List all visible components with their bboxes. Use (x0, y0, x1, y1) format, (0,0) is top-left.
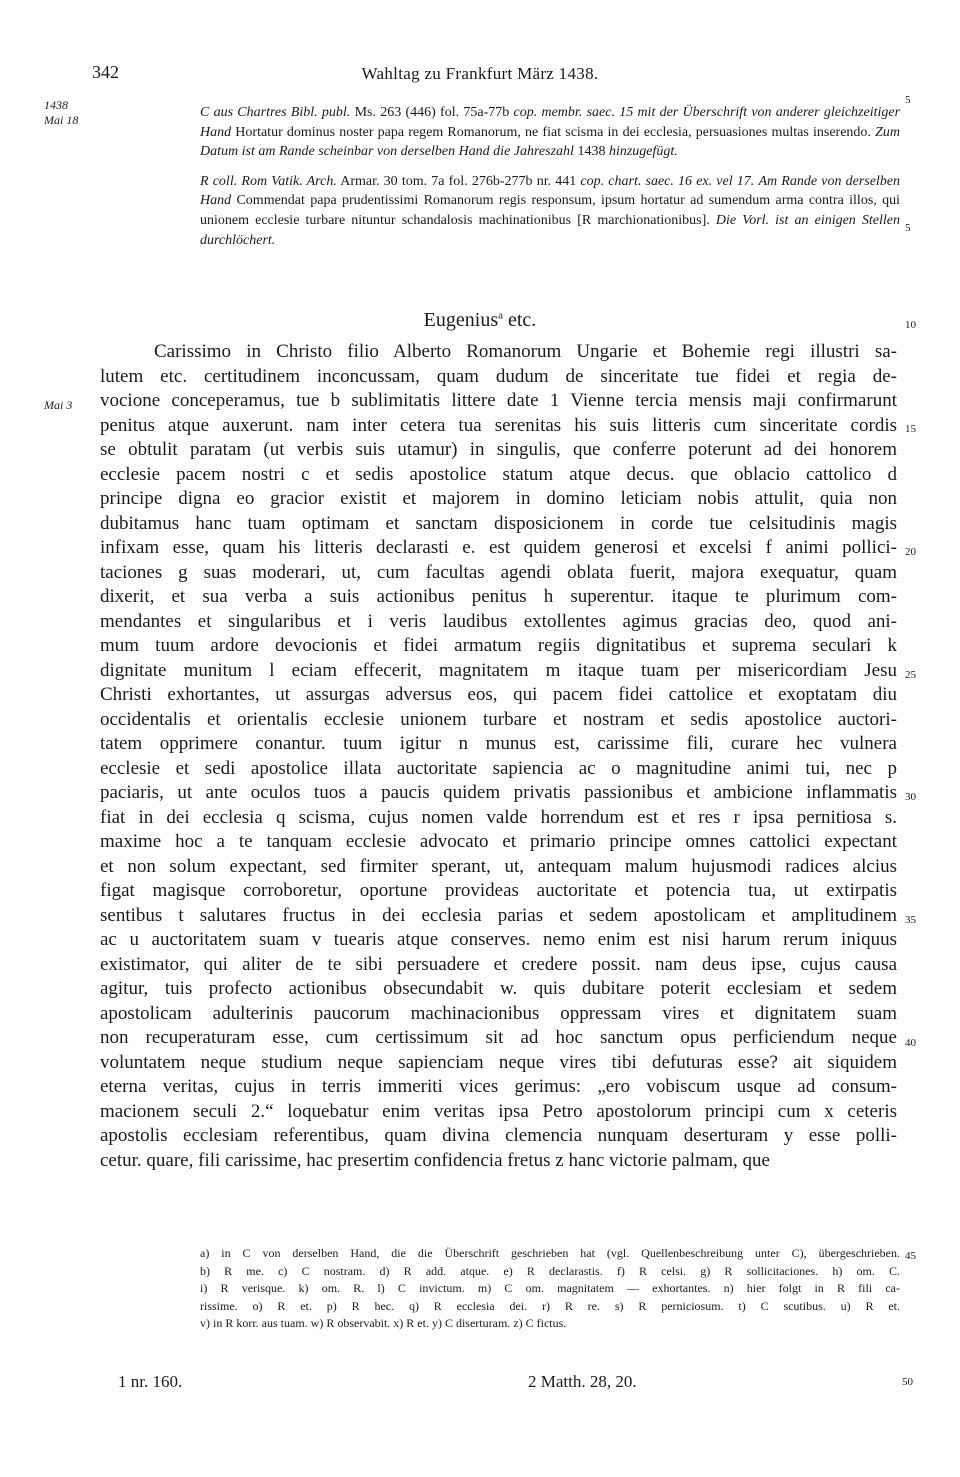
line-number: 40 (905, 1037, 916, 1049)
letter-line: lutem etc. certitudinem inconcussam, quam dudum de sinceritate tue fidei et regia de- (100, 365, 897, 387)
source-r-desc: cop. chart. saec. 16 ex. vel 17. (580, 173, 755, 189)
source-c-desc: cop. membr. saec. 15 mit der Überschrift von anderer gleichzeitiger Hand (200, 105, 901, 140)
line-number: 20 (905, 546, 916, 558)
letter-line: vocione conceperamus, tue b sublimitatis littere date 1 Vienne tercia mensis maji confirmarunt (100, 390, 897, 411)
letter-line: dubitamus hanc tuam optimam et sanctam disposicionem in corde tue celsitudinis magis (100, 512, 897, 534)
source-r-rubric: Commendat papa prudentissimi Romanorum regis responsum, ipsum hortatur ad sumendum arma contra illos, qui unionem ecclesie turbare nituntur schandalosis machinationibus (200, 193, 900, 228)
source-r-note: Am Rande von derselben Hand (200, 173, 901, 209)
letter-line: fiat in dei ecclesia q scisma, cujus nomen valde horrendum est et res r ipsa pernitiosa s. (100, 806, 897, 828)
letter-line: mum tuum ardore devocionis et fidei armatum regiis dignitatibus et suprema seculari k (100, 635, 897, 656)
letter-line: voluntatem neque studium neque sapienciam neque vires tibi defuturas esse? ait siquidem (100, 1051, 897, 1073)
letter-line: et non solum expectant, sed firmiter sperant, ut, antequam malum hujusmodi radices alcius (100, 855, 897, 877)
letter-line: dignitate munitum l eciam effecerit, magnitatem m itaque tuam per misericordiam Jesu (100, 659, 897, 681)
line-number: 25 (905, 669, 916, 681)
letter-line: ac u auctoritatem suam v tuearis atque conserves. nemo enim est nisi harum rerum iniquus (100, 929, 897, 950)
salutation-end: etc. (508, 309, 537, 331)
letter-line: paciaris, ut ante oculos tuos a paucis quidem privatis passionibus et ambicione inflammatis (100, 782, 897, 803)
source-r-close: Die Vorl. ist an einigen Stellen durchlöchert. (200, 212, 901, 248)
line-number: 30 (905, 791, 916, 803)
letter-line: figat magisque corroboretur, oportune provideas auctoritate et potencia tua, ut extirpatis (100, 880, 897, 901)
line-number: 35 (905, 914, 916, 926)
source-c (200, 103, 900, 162)
source-r-variant: [R marchionationibus]. (577, 212, 710, 228)
footnote-line: b) R me. c) C nostram. d) R add. atque. e) R declarastis. f) R celsi. g) R sollicitaciones. h) om. C. (200, 1263, 900, 1278)
line-number: 10 (905, 319, 916, 331)
letter-line: existimator, qui aliter de te sibi persuadere et credere possit. nam deus ipse, cujus causa (100, 953, 897, 975)
footnotes (200, 1245, 900, 1333)
letter-line: apostolicam adulterinis paucorum machinacionibus oppressam vires et dignitatem suam (100, 1002, 897, 1024)
letter-line: non recuperaturam esse, cum certissimum sit ad hoc sanctum opus perficiendum neque (100, 1027, 897, 1048)
running-title: Wahltag zu Frankfurt März 1438. (361, 64, 599, 83)
letter-line: eterna veritas, cujus in terris immeriti vices gerimus: „ero vobiscum usque ad consum- (100, 1076, 897, 1097)
line-number: 15 (905, 423, 916, 435)
line-number: 50 (902, 1376, 913, 1388)
letter-line: apostolis ecclesiam referentibus, quam divina clemencia nunquam deserturam y esse polli- (100, 1125, 897, 1146)
sigle-c: C (200, 105, 210, 120)
letter-line: macionem seculi 2.“ loquebatur enim veritas ipsa Petro apostolorum principi cum x ceteris (100, 1100, 897, 1122)
source-c-rubric: Hortatur dominus noster papa regem Romanorum, ne fiat scisma in dei ecclesia, persuasiones multas inserendo. (235, 124, 871, 140)
letter-line: Carissimo in Christo filio Alberto Romanorum Ungarie et Bohemie regi illustri sa- (154, 341, 897, 362)
letter-line: infixam esse, quam his litteris declarasti e. est quidem generosi et excelsi f animi pollici- (100, 537, 897, 558)
source-c-ms: Ms. 263 (446) fol. 75a-77b (354, 105, 510, 120)
footnote-marker-a: a (498, 309, 503, 322)
margin-date-mai-3: Mai 3 (44, 398, 73, 412)
letter-line: maxime hoc a te tanquam ecclesie advocato et primario principe omnes cattolici expectant (100, 831, 897, 852)
letter-line: cetur. quare, fili carissime, hac presertim confidencia fretus z hanc victorie palmam, que (100, 1149, 770, 1171)
source-c-location: aus Chartres Bibl. publ. (213, 105, 351, 120)
letter-line: tatem opprimere conantur. tuum igitur n munus est, carissime fili, curare hec vulnera (100, 733, 897, 754)
sender-name: Eugenius (423, 309, 499, 331)
line-number: 45 (905, 1250, 916, 1262)
letter-line: taciones g suas moderari, ut, cum facultas agendi oblata fuerit, majora exequatur, quam (100, 561, 897, 583)
footnote-line: rissime. o) R et. p) R hec. q) R ecclesia dei. r) R re. s) R perniciosum. t) C scutibus. u) R et. (200, 1298, 900, 1313)
letter-line: principe digna eo gracior existit et majorem in domino leticiam nobis attulit, quia non (100, 488, 897, 509)
letter-line: dixerit, et sua verba a suis actionibus penitus h superentur. itaque te plurimum com- (100, 586, 897, 607)
letter-line: Christi exhortantes, ut assurgas adversus eos, qui pacem fidei cattolice et exoptatam diu (100, 684, 897, 705)
letter-line: ecclesie pacem nostri c et sedis apostolice statum atque decus. que oblacio cattolico d (100, 463, 897, 485)
source-c-note: Zum Datum ist am Rande scheinbar von derselben Hand die Jahreszahl (200, 124, 901, 160)
letter-line: mendantes et singularibus et i veris laudibus extollentes agimus gracias deo, quod ani- (100, 610, 897, 632)
footnote-line: a) in C von derselben Hand, die die Überschrift geschrieben hat (vgl. Quellenbeschreibung unter C), übergeschrieben. (200, 1246, 900, 1260)
reference-note-1: 1 nr. 160. (118, 1372, 183, 1391)
margin-year: 1438 (44, 98, 68, 112)
footnote-line: v) in R korr. aus tuam. w) R observabit. x) R et. y) C diserturam. z) C fictus. (200, 1316, 567, 1330)
sigle-r: R coll. (200, 173, 238, 189)
letter-line: agitur, tuis profecto actionibus obsecundabit w. quis dubitare poterit ecclesiam et sedem (100, 978, 897, 999)
letter-line: occidentalis et orientalis ecclesie unionem turbare et nostram et sedis apostolice auctori- (100, 708, 897, 730)
source-r-ms: Armar. 30 tom. 7a fol. 276b-277b nr. 441 (340, 173, 577, 189)
source-r (200, 172, 900, 250)
line-number: 5 (905, 94, 911, 106)
margin-date-1438 (44, 98, 78, 128)
letter-line: ecclesie et sedi apostolice illata auctoritate sapiencia ac o magnitudine animi tui, nec p (100, 757, 897, 779)
reference-note-2: 2 Matth. 28, 20. (528, 1372, 637, 1391)
footnote-line: i) R verisque. k) om. R. l) C invictum. m) C om. magnitatem — exhortantes. n) hier folgt in R fili ca- (200, 1281, 900, 1295)
source-c-year: 1438 (577, 144, 606, 160)
page-number: 342 (92, 62, 119, 82)
line-number: 5 (905, 222, 911, 234)
letter-line: sentibus t salutares fructus in dei ecclesia parias et sedem apostolicam et amplitudinem (100, 904, 897, 926)
source-r-location: Rom Vatik. Arch. (241, 173, 337, 189)
margin-day: Mai 18 (44, 113, 79, 127)
letter-salutation (0, 309, 960, 332)
letter-line: se obtulit paratam (ut verbis suis utamur) in singulis, que conferre poterunt ad dei honorem (100, 439, 897, 460)
source-description (200, 103, 900, 250)
letter-line: penitus atque auxerunt. nam inter cetera tua serenitas his suis litteris cum sinceritate cordis (100, 414, 897, 436)
letter-body (100, 340, 897, 1173)
source-c-note-end: hinzugefügt. (608, 144, 678, 160)
